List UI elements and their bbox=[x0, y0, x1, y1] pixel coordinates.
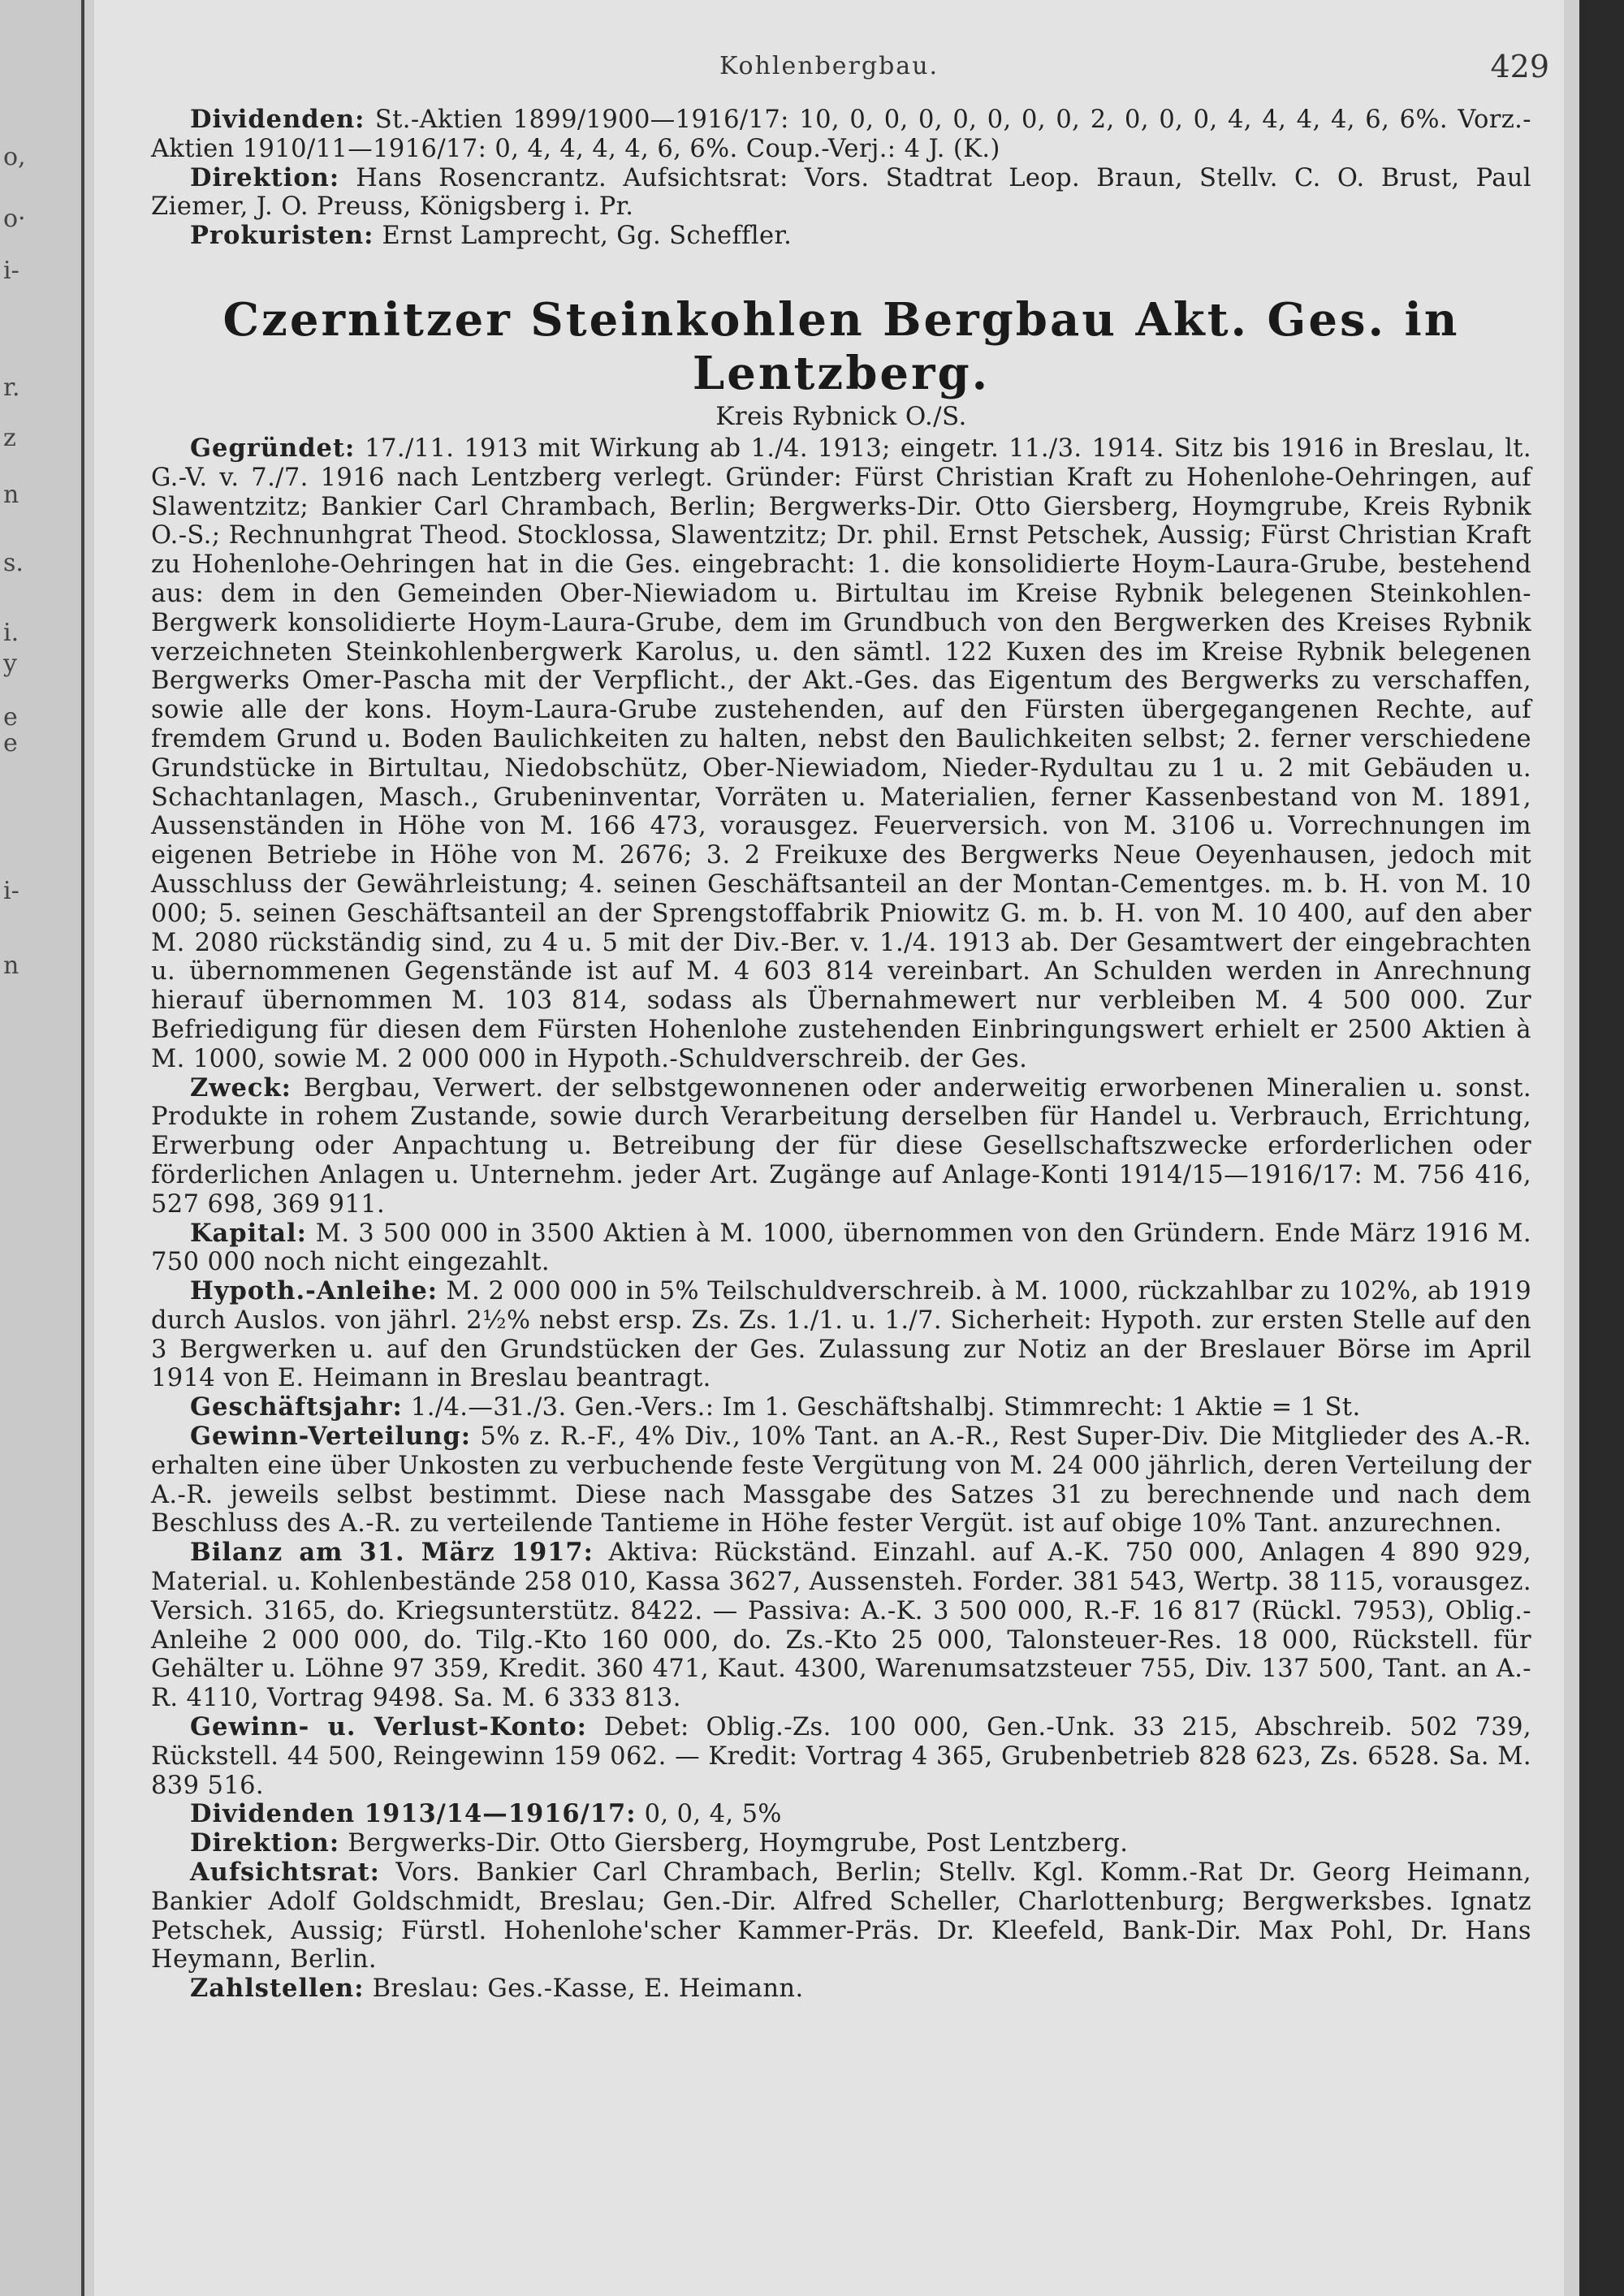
section-text: Aktiva: Rückständ. Einzahl. auf A.-K. 750 000, Anlagen 4 890 929, Material. u. Kohlenbestände 258 010, Kassa 3627, Aussensteh. Forder. 381 543, Wertp. 38 115, vorausgez. Versich. 3165, do. Kriegsunterstütz. 8422. — Passiva: A.-K. 3 500 000, R.-F. 16 817 (Rückl. 7953), Oblig.-Anleihe 2 000 000, do. Tilg.-Kto 160 000, do. Zs.-Kto 25 000, Talonsteuer-Res. 18 000, Rückstell. für Gehälter u. Löhne 97 359, Kredit. 360 471, Kaut. 4300, Warenumsatzsteuer 755, Div. 137 500, Tant. an A.-R. 4110, Vortrag 9498. Sa. M. 6 333 813. bbox=[151, 1539, 1531, 1713]
margin-fragment: y bbox=[3, 650, 17, 678]
section-text: Bergbau, Verwert. der selbstgewonnenen oder anderweitig erworbenen Mineralien u. sonst. Produkte in rohem Zustande, sowie durch Verarbeitung derselben für Handel u. Verbrauch, Errichtung, Erwerbung oder Anpachtung u. Betreibung der für diese Gesellschaftszwecke erforderlichen oder förderlichen Anlagen u. Unternehm. jeder Art. Zugänge auf Anlage-Konti 1914/15—1916/17: M. 756 416, 527 698, 369 911. bbox=[151, 1073, 1531, 1219]
section-label: Gewinn-Verteilung: bbox=[190, 1422, 472, 1452]
section-label: Geschäftsjahr: bbox=[190, 1392, 403, 1422]
section-text: 0, 0, 4, 5% bbox=[644, 1800, 782, 1829]
section-label: Zweck: bbox=[190, 1072, 292, 1103]
margin-fragment: e bbox=[3, 729, 18, 757]
section-text: M. 2 000 000 in 5% Teilschuldverschreib. à M. 1000, rückzahlbar zu 102%, ab 1919 durch Auslos. von jährl. 2½% nebst ersp. Zs. Zs. 1./1. u. 1./7. Sicherheit: Hypoth. zur ersten Stelle auf den 3 Bergwerken u. auf den Grundstücken der Ges. Zulassung zur Notiz an der Breslauer Börse im April 1914 von E. Heimann in Breslau beantragt. bbox=[151, 1277, 1531, 1393]
section-label: Bilanz am 31. März 1917: bbox=[190, 1538, 594, 1568]
adjacent-page-strip bbox=[0, 0, 84, 2296]
section-label: Gegründet: bbox=[190, 433, 356, 463]
entry-text: St.-Aktien 1899/1900—1916/17: 10, 0, 0, 0, 0, 0, 0, 0, 2, 0, 0, 0, 4, 4, 4, 4, 6, 6%. Vorz.-Aktien 1910/11—1916/17: 0, 4, 4, 4, 4, 6, 6%. Coup.-Verj.: 4 J. (K.) bbox=[151, 106, 1531, 163]
section-label: Gewinn- u. Verlust-Konto: bbox=[190, 1712, 587, 1742]
previous-entry bbox=[151, 106, 1531, 251]
margin-fragment: o· bbox=[3, 205, 26, 233]
entry-label: Prokuristen: bbox=[190, 221, 374, 251]
section-text: 5% z. R.-F., 4% Div., 10% Tant. an A.-R., Rest Super-Div. Die Mitglieder des A.-R. erhalten eine über Unkosten zu verbuchende feste Vergütung von M. 24 000 jährlich, deren Verteilung der A.-R. jeweils selbst bestimmt. Diese nach Massgabe des Satzes 31 zu berechnende und nach dem Beschluss des A.-R. zu verteilende Tantieme in Höhe fester Vergüt. ist auf obige 10% Tant. anzurechnen. bbox=[151, 1422, 1531, 1539]
entry-text: Hans Rosencrantz. Aufsichtsrat: Vors. Stadtrat Leop. Braun, Stellv. C. O. Brust, Paul Ziemer, J. O. Preuss, Königsberg i. Pr. bbox=[151, 163, 1531, 222]
margin-fragment: s. bbox=[3, 549, 24, 577]
company-sections bbox=[151, 434, 1531, 2004]
section-text: Breslau: Ges.-Kasse, E. Heimann. bbox=[372, 1974, 804, 2004]
section-label: Zahlstellen: bbox=[190, 1974, 365, 2004]
running-head bbox=[94, 49, 1564, 93]
section-label: Hypoth.-Anleihe: bbox=[190, 1276, 438, 1306]
page-number: 429 bbox=[1490, 49, 1549, 84]
running-head-title: Kohlenbergbau. bbox=[719, 52, 939, 80]
entry-label: Direktion: bbox=[190, 162, 340, 192]
section-text: Vors. Bankier Carl Chrambach, Berlin; Stellv. Kgl. Komm.-Rat Dr. Georg Heimann, Bankier Adolf Goldschmidt, Breslau; Gen.-Dir. Alfred Scheller, Charlottenburg; Bergwerksbes. Ignatz Petschek, Aussig; Fürstl. Hohenlohe'scher Kammer-Präs. Dr. Kleefeld, Bank-Dir. Max Pohl, Dr. Hans Heymann, Berlin. bbox=[151, 1858, 1531, 1974]
section-text: 1./4.—31./3. Gen.-Vers.: Im 1. Geschäftshalbj. Stimmrecht: 1 Aktie = 1 St. bbox=[410, 1393, 1361, 1422]
margin-fragment: e bbox=[3, 703, 18, 732]
section-text: M. 3 500 000 in 3500 Aktien à M. 1000, übernommen von den Gründern. Ende März 1916 M. 750 000 noch nicht eingezahlt. bbox=[151, 1219, 1531, 1277]
section-label: Kapital: bbox=[190, 1218, 307, 1248]
margin-fragment: i. bbox=[3, 619, 19, 647]
section-text: Debet: Oblig.-Zs. 100 000, Gen.-Unk. 33 215, Abschreib. 502 739, Rückstell. 44 500, Reingewinn 159 062. — Kredit: Vortrag 4 365, Grubenbetrieb 828 623, Zs. 6528. Sa. M. 839 516. bbox=[151, 1713, 1531, 1800]
body-text bbox=[151, 106, 1531, 2004]
margin-fragment: n bbox=[3, 481, 19, 509]
document-page bbox=[94, 0, 1564, 2296]
section-text: 17./11. 1913 mit Wirkung ab 1./4. 1913; eingetr. 11./3. 1914. Sitz bis 1916 in Breslau, lt. G.-V. v. 7./7. 1916 nach Lentzberg verlegt. Gründer: Fürst Christian Kraft zu Hohenlohe-Oehringen, auf Slawentzitz; Bankier Carl Chrambach, Berlin; Bergwerks-Dir. Otto Giersberg, Hoymgrube, Kreis Rybnik O.-S.; Rechnunhgrat Theod. Stocklossa, Slawentzitz; Dr. phil. Ernst Petschek, Aussig; Fürst Christian Kraft zu Hohenlohe-Oehringen hat in die Ges. eingebracht: 1. die konsolidierte Hoym-Laura-Grube, bestehend aus: dem in den Gemeinden Ober-Niewiadom u. Birtultau im Kreise Rybnik belegenen Steinkohlen-Bergwerk konsolidierte Hoym-Laura-Grube, dem im Grundbuch von den Bergwerken des Kreises Rybnik verzeichneten Steinkohlenbergwerk Karolus, u. den sämtl. 122 Kuxen des im Kreise Rybnik belegenen Bergwerks Omer-Pascha mit der Verpflicht., der Akt.-Ges. das Eigentum des Bergwerks zu verschaffen, sowie alle der kons. Hoym-Laura-Grube zustehenden, auf den Fürsten übergegangenen Rechte, auf fremdem Grund u. Boden Baulichkeiten zu halten, nebst den Baulichkeiten selbst; 2. ferner verschiedene Grundstücke in Birtultau, Niedobschütz, Ober-Niewiadom, Nieder-Rydultau zu 1 u. 2 mit Gebäuden u. Schachtanlagen, Masch., Grubeninventar, Vorräten u. Materialien, ferner Kassenbestand von M. 1891, Aussenständen in Höhe von M. 166 473, vorausgez. Feuerversich. von M. 3106 u. Vorrechnungen im eigenen Betriebe in Höhe von M. 2676; 3. 2 Freikuxe des Bergwerks Neue Oeyenhausen, jedoch mit Ausschluss der Gewährleistung; 4. seinen Geschäftsanteil an der Montan-Cementges. m. b. H. von M. 10 000; 5. seinen Geschäftsanteil an der Sprengstoffabrik Pniowitz G. m. b. H. von M. 10 400, auf den aber M. 2080 rückständig sind, zu 4 u. 5 mit der Div.-Ber. v. 1./4. 1913 ab. Der Gesamtwert der eingebrachten u. übernommenen Gegenstände ist auf M. 4 603 814 vereinbart. An Schulden werden in Anrechnung hierauf übernommen M. 103 814, sodass als Übernahmewert nur verbleiben M. 4 500 000. Zur Befriedigung für diesen dem Fürsten Hohenlohe zustehenden Einbringungswert erhielt er 2500 Aktien à M. 1000, sowie M. 2 000 000 in Hypoth.-Schuldverschreib. der Ges. bbox=[151, 434, 1531, 1073]
margin-fragment: i- bbox=[3, 877, 19, 905]
section-label: Dividenden 1913/14—1916/17: bbox=[190, 1799, 637, 1829]
company-heading: Czernitzer Steinkohlen Bergbau Akt. Ges. in Lentzberg. bbox=[222, 292, 1460, 400]
company-location: Kreis Rybnick O./S. bbox=[715, 401, 967, 431]
section-text: Bergwerks-Dir. Otto Giersberg, Hoymgrube, Post Lentzberg. bbox=[348, 1829, 1129, 1858]
margin-fragment: i- bbox=[3, 257, 19, 285]
section-label: Aufsichtsrat: bbox=[190, 1858, 380, 1888]
entry-label: Dividenden: bbox=[190, 105, 365, 134]
margin-fragment: o, bbox=[3, 143, 26, 171]
margin-fragment: n bbox=[3, 952, 19, 980]
entry-text: Ernst Lamprecht, Gg. Scheffler. bbox=[382, 222, 793, 251]
margin-fragment: z bbox=[3, 424, 16, 452]
scan-edge bbox=[1579, 0, 1624, 2296]
section-label: Direktion: bbox=[190, 1828, 340, 1858]
margin-fragment: r. bbox=[3, 373, 20, 402]
